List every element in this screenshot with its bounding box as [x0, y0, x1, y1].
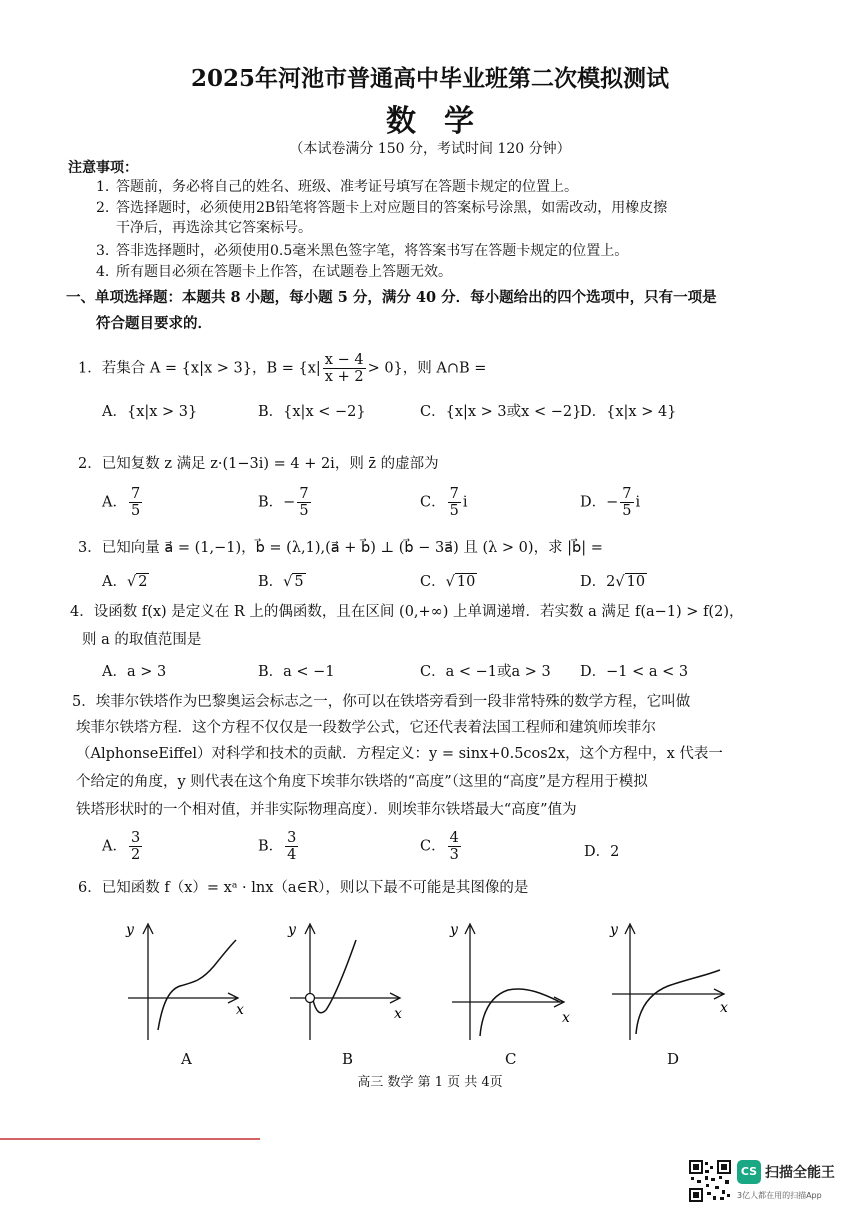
graph-c [446, 918, 576, 1048]
q2-option-c: C． $\frac{7}{5}$ i [420, 486, 468, 519]
question-5-cont: 铁塔形状时的一个相对值，并非实际物理高度）．则埃菲尔铁塔最大“高度”值为 [76, 802, 577, 818]
q4-option-d: D．−1 < a < 3 [580, 664, 689, 680]
camscanner-subtitle: 3亿人都在用的扫描App [737, 1191, 822, 1200]
scan-edge-line [0, 1138, 260, 1140]
question-6: 6．已知函数 f（x）= xᵃ · lnx（a∈R），则以下最不可能是其图像的是 [78, 880, 529, 896]
graph-label-a: A [181, 1050, 192, 1068]
y-axis-label: y [126, 922, 134, 938]
x-axis-label: x [562, 1010, 570, 1026]
y-axis-label: y [288, 922, 296, 938]
q3-option-d: D．2√ 10 [580, 574, 646, 590]
q4-option-c: C．a < −1或a > 3 [420, 664, 551, 680]
q4-option-a: A．a > 3 [102, 664, 167, 680]
graph-a [120, 918, 250, 1048]
question-4-cont: 则 a 的取值范围是 [82, 632, 202, 648]
question-5: 5．埃菲尔铁塔作为巴黎奥运会标志之一，你可以在铁塔旁看到一段非常特殊的数学方程，它叫做 [72, 694, 691, 710]
note-item: 干净后，再选涂其它答案标号。 [116, 220, 312, 236]
q5-option-b: B． $\frac{3}{4}$ [258, 830, 297, 863]
question-2: 2．已知复数 z 满足 z·(1−3i) = 4 + 2i，则 z̄ 的虚部为 [78, 456, 439, 472]
q3-option-c: C．√ 10 [420, 574, 476, 590]
camscanner-title: 扫描全能王 [765, 1165, 835, 1181]
q2-option-d: D．− $\frac{7}{5}$ i [580, 486, 641, 519]
q2-option-a: A． $\frac{7}{5}$ [102, 486, 141, 519]
question-1: 1．若集合 A = {x|x > 3}，B = {x| $\frac{x - 4}{x + 2}$ > 0}，则 A∩B = [78, 352, 487, 385]
camscanner-logo-icon: CS [737, 1160, 761, 1184]
q5-option-a: A． $\frac{3}{2}$ [102, 830, 141, 863]
y-axis-label: y [610, 922, 618, 938]
q2-option-b: B．− $\frac{7}{5}$ [258, 486, 309, 519]
x-axis-label: x [720, 1000, 728, 1016]
question-3: 3．已知向量 a⃗ = (1,−1)，b⃗ = (λ,1),(a⃗ + b⃗) ⊥ (b⃗ − 3a⃗) 且 (λ > 0)，求 |b⃗| = [78, 540, 603, 556]
note-item: 4. 所有题目必须在答题卡上作答，在试题卷上答题无效。 [96, 264, 452, 280]
x-axis-label: x [394, 1006, 402, 1022]
question-5-cont: （AlphonseEiffel）对科学和技术的贡献．方程定义：y = sinx+0.5cos2x，这个方程中，x 代表一 [76, 746, 723, 762]
note-item: 3. 答非选择题时，必须使用0.5毫米黑色签字笔，将答案书写在答题卡规定的位置上。 [96, 243, 629, 259]
exam-subtitle: （本试卷满分 150 分，考试时间 120 分钟） [289, 141, 571, 157]
q1-option-b: B．{x|x < −2} [258, 404, 366, 420]
qr-code-icon [689, 1160, 731, 1202]
graph-label-b: B [342, 1050, 354, 1068]
q3-option-a: A．√ 2 [102, 574, 148, 590]
q5-option-c: C． $\frac{4}{3}$ [420, 830, 459, 863]
fraction: $\frac{x - 4}{x + 2}$ [324, 352, 364, 385]
page-footer: 高三 数学 第 1 页 共 4页 [357, 1075, 503, 1090]
q1-option-d: D．{x|x > 4} [580, 404, 677, 420]
graph-d [606, 918, 736, 1048]
q1-option-a: A．{x|x > 3} [102, 404, 198, 420]
notes-heading: 注意事项： [68, 160, 138, 176]
section-heading-cont: 符合题目要求的． [96, 315, 212, 332]
q1-option-c: C．{x|x > 3或x < −2} [420, 404, 582, 420]
q3-option-b: B．√ 5 [258, 574, 304, 590]
graph-b [282, 918, 412, 1048]
exam-title: 2025年河池市普通高中毕业班第二次模拟测试 [190, 65, 669, 92]
note-item: 2. 答选择题时，必须使用2B铅笔将答题卡上对应题目的答案标号涂黑，如需改动，用橡皮擦 [96, 200, 668, 216]
q4-option-b: B．a < −1 [258, 664, 335, 680]
question-4: 4．设函数 f(x) 是定义在 R 上的偶函数，且在区间 (0,+∞) 上单调递增．若实数 a 满足 f(a−1) > f(2)， [70, 604, 744, 620]
graph-label-d: D [667, 1050, 680, 1068]
q5-option-d: D．2 [584, 844, 620, 860]
x-axis-label: x [236, 1002, 244, 1018]
question-5-cont: 个给定的角度，y 则代表在这个角度下埃菲尔铁塔的“高度”（这里的“高度”是方程用于模拟 [76, 774, 648, 790]
section-heading: 一、单项选择题：本题共 8 小题，每小题 5 分，满分 40 分．每小题给出的四个选项中，只有一项是 [66, 289, 717, 306]
y-axis-label: y [450, 922, 458, 938]
question-5-cont: 埃菲尔铁塔方程．这个方程不仅仅是一段数学公式，它还代表着法国工程师和建筑师埃菲尔 [76, 720, 656, 736]
graph-label-c: C [505, 1050, 517, 1068]
note-item: 1. 答题前，务必将自己的姓名、班级、准考证号填写在答题卡规定的位置上。 [96, 179, 578, 195]
subject-title: 数学 [386, 104, 502, 139]
